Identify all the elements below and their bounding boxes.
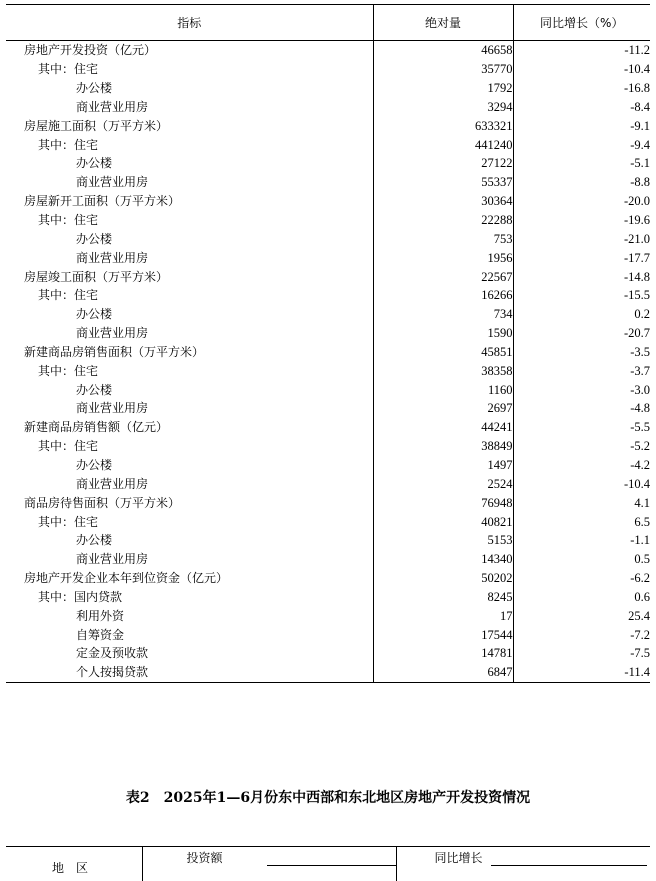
absolute-value: 30364 (373, 192, 513, 211)
indicator-name: 其中：住宅 (6, 437, 373, 456)
absolute-value: 8245 (373, 587, 513, 606)
absolute-value: 38358 (373, 361, 513, 380)
absolute-value: 27122 (373, 154, 513, 173)
header-investment-subrule (267, 865, 397, 866)
absolute-value: 17 (373, 606, 513, 625)
table-header-row (6, 5, 650, 41)
yoy-growth-value: -3.0 (513, 380, 650, 399)
table-row (6, 286, 650, 305)
indicator-name: 办公楼 (6, 79, 373, 98)
table-body (6, 41, 650, 683)
header-investment: 投资额 (142, 847, 396, 881)
indicator-name: 办公楼 (6, 456, 373, 475)
table-row (6, 248, 650, 267)
table2-caption: 表2 2025年1—6月份东中西部和东北地区房地产开发投资情况 (0, 787, 656, 807)
absolute-value: 44241 (373, 418, 513, 437)
yoy-growth-value: -5.5 (513, 418, 650, 437)
header-yoy: 同比增长（%） (513, 5, 650, 41)
header-absolute: 绝对量 (373, 5, 513, 41)
yoy-growth-value: -9.1 (513, 116, 650, 135)
absolute-value: 40821 (373, 512, 513, 531)
absolute-value: 3294 (373, 98, 513, 117)
absolute-value: 22567 (373, 267, 513, 286)
yoy-growth-value: -11.4 (513, 663, 650, 682)
yoy-growth-value: -1.1 (513, 531, 650, 550)
absolute-value: 50202 (373, 569, 513, 588)
yoy-growth-value: 25.4 (513, 606, 650, 625)
table-row (6, 173, 650, 192)
indicator-name: 其中：国内贷款 (6, 587, 373, 606)
table-row (6, 493, 650, 512)
table-row (6, 343, 650, 362)
table-row (6, 41, 650, 60)
yoy-growth-value: -20.7 (513, 324, 650, 343)
yoy-growth-value: -7.5 (513, 644, 650, 663)
yoy-growth-value: -11.2 (513, 41, 650, 60)
yoy-growth-value: -3.7 (513, 361, 650, 380)
indicator-name: 商品房待售面积（万平方米） (6, 493, 373, 512)
table-row (6, 135, 650, 154)
yoy-growth-value: -21.0 (513, 229, 650, 248)
indicator-name: 房地产开发企业本年到位资金（亿元） (6, 569, 373, 588)
indicator-name: 商业营业用房 (6, 248, 373, 267)
indicator-name: 定金及预收款 (6, 644, 373, 663)
yoy-growth-value: -10.4 (513, 474, 650, 493)
yoy-growth-value: -8.4 (513, 98, 650, 117)
table-row (6, 418, 650, 437)
yoy-growth-value: -8.8 (513, 173, 650, 192)
indicator-name: 其中：住宅 (6, 211, 373, 230)
indicator-name: 利用外资 (6, 606, 373, 625)
table-row (6, 98, 650, 117)
absolute-value: 441240 (373, 135, 513, 154)
absolute-value: 38849 (373, 437, 513, 456)
indicator-name: 其中：住宅 (6, 286, 373, 305)
yoy-growth-value: -3.5 (513, 343, 650, 362)
table-row (6, 305, 650, 324)
table-row (6, 380, 650, 399)
header-indicator: 指标 (6, 5, 373, 41)
indicator-name: 商业营业用房 (6, 399, 373, 418)
absolute-value: 76948 (373, 493, 513, 512)
indicator-name: 新建商品房销售额（亿元） (6, 418, 373, 437)
table-row (6, 192, 650, 211)
table-row (6, 116, 650, 135)
table-row (6, 79, 650, 98)
table-row (6, 569, 650, 588)
table-row (6, 229, 650, 248)
indicator-name: 办公楼 (6, 154, 373, 173)
statistics-table (6, 4, 650, 683)
table-row (6, 644, 650, 663)
indicator-name: 商业营业用房 (6, 173, 373, 192)
yoy-growth-value: -17.7 (513, 248, 650, 267)
absolute-value: 17544 (373, 625, 513, 644)
absolute-value: 45851 (373, 343, 513, 362)
indicator-name: 其中：住宅 (6, 512, 373, 531)
yoy-growth-value: -14.8 (513, 267, 650, 286)
table-row (6, 267, 650, 286)
yoy-growth-value: -5.2 (513, 437, 650, 456)
indicator-name: 商业营业用房 (6, 98, 373, 117)
absolute-value: 35770 (373, 60, 513, 79)
yoy-growth-value: -9.4 (513, 135, 650, 154)
yoy-growth-value: 4.1 (513, 493, 650, 512)
indicator-name: 新建商品房销售面积（万平方米） (6, 343, 373, 362)
absolute-value: 55337 (373, 173, 513, 192)
indicator-name: 其中：住宅 (6, 135, 373, 154)
absolute-value: 633321 (373, 116, 513, 135)
yoy-growth-value: -20.0 (513, 192, 650, 211)
table-row (6, 399, 650, 418)
indicator-name: 办公楼 (6, 229, 373, 248)
table-row (6, 154, 650, 173)
indicator-name: 房屋竣工面积（万平方米） (6, 267, 373, 286)
indicator-name: 自筹资金 (6, 625, 373, 644)
yoy-growth-value: -16.8 (513, 79, 650, 98)
absolute-value: 6847 (373, 663, 513, 682)
yoy-growth-value: 0.6 (513, 587, 650, 606)
table-row (6, 512, 650, 531)
yoy-growth-value: -6.2 (513, 569, 650, 588)
header-yoy-growth: 同比增长 (396, 847, 650, 881)
table-row (6, 625, 650, 644)
yoy-growth-value: 0.2 (513, 305, 650, 324)
table-row (6, 211, 650, 230)
absolute-value: 14340 (373, 550, 513, 569)
table2-header-row (6, 847, 650, 881)
indicator-name: 其中：住宅 (6, 60, 373, 79)
yoy-growth-value: 0.5 (513, 550, 650, 569)
table-row (6, 60, 650, 79)
header-region: 地 区 (6, 847, 142, 881)
yoy-growth-value: -4.8 (513, 399, 650, 418)
indicator-name: 办公楼 (6, 531, 373, 550)
header-yoy-subrule (491, 865, 647, 866)
yoy-growth-value: -19.6 (513, 211, 650, 230)
table-row (6, 437, 650, 456)
indicator-name: 房地产开发投资（亿元） (6, 41, 373, 60)
table-row (6, 474, 650, 493)
indicator-name: 办公楼 (6, 305, 373, 324)
absolute-value: 753 (373, 229, 513, 248)
absolute-value: 1590 (373, 324, 513, 343)
absolute-value: 734 (373, 305, 513, 324)
table-row (6, 531, 650, 550)
indicator-name: 商业营业用房 (6, 324, 373, 343)
absolute-value: 5153 (373, 531, 513, 550)
regional-investment-table (6, 846, 650, 881)
table-row (6, 606, 650, 625)
indicator-name: 办公楼 (6, 380, 373, 399)
absolute-value: 2697 (373, 399, 513, 418)
table-row (6, 587, 650, 606)
indicator-name: 房屋施工面积（万平方米） (6, 116, 373, 135)
absolute-value: 16266 (373, 286, 513, 305)
table-row (6, 324, 650, 343)
indicator-name: 商业营业用房 (6, 550, 373, 569)
yoy-growth-value: 6.5 (513, 512, 650, 531)
indicator-name: 其中：住宅 (6, 361, 373, 380)
yoy-growth-value: -7.2 (513, 625, 650, 644)
yoy-growth-value: -5.1 (513, 154, 650, 173)
absolute-value: 22288 (373, 211, 513, 230)
yoy-growth-value: -4.2 (513, 456, 650, 475)
table-row (6, 456, 650, 475)
absolute-value: 1497 (373, 456, 513, 475)
indicator-name: 商业营业用房 (6, 474, 373, 493)
absolute-value: 1956 (373, 248, 513, 267)
table-row (6, 663, 650, 682)
indicator-name: 个人按揭贷款 (6, 663, 373, 682)
indicator-name: 房屋新开工面积（万平方米） (6, 192, 373, 211)
absolute-value: 1160 (373, 380, 513, 399)
table-row (6, 361, 650, 380)
absolute-value: 46658 (373, 41, 513, 60)
absolute-value: 14781 (373, 644, 513, 663)
absolute-value: 1792 (373, 79, 513, 98)
absolute-value: 2524 (373, 474, 513, 493)
yoy-growth-value: -10.4 (513, 60, 650, 79)
table-row (6, 550, 650, 569)
yoy-growth-value: -15.5 (513, 286, 650, 305)
